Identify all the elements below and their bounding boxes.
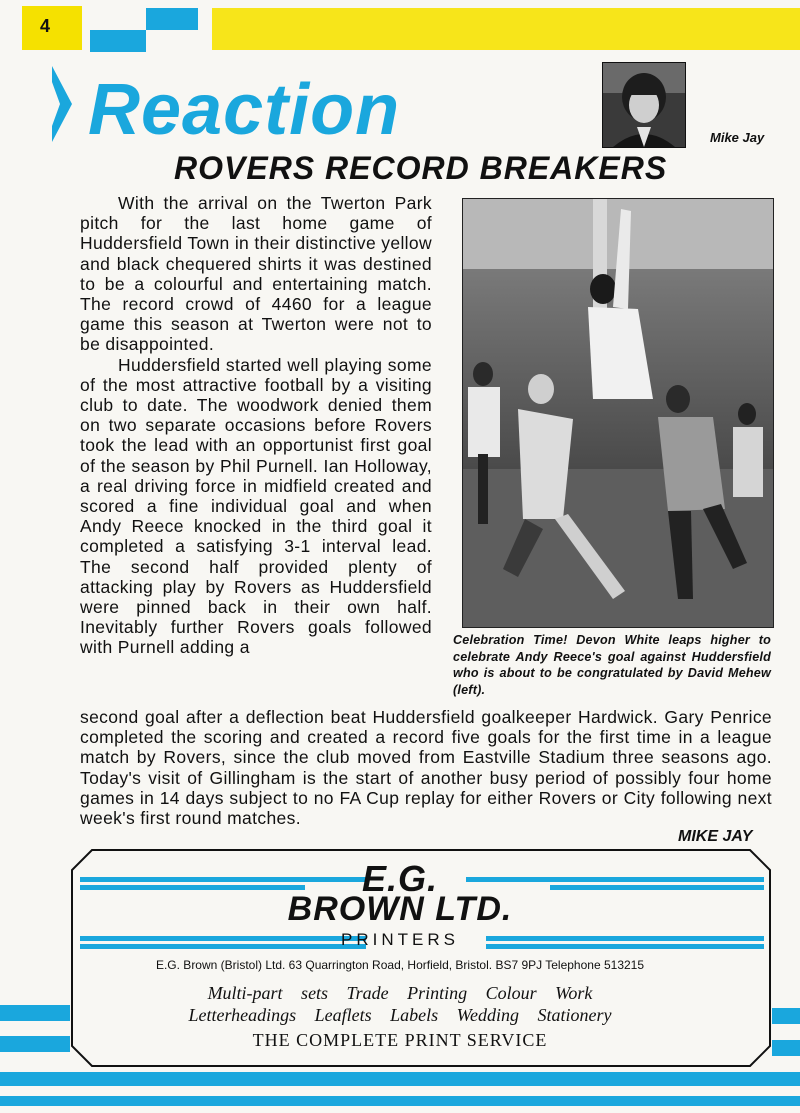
header-blue-block [146,8,198,30]
page-title: Reaction [88,70,401,150]
advert-company-name: BROWN LTD. [287,890,513,928]
advert-printers-label: PRINTERS [341,930,459,949]
article-continuation [80,707,772,828]
chevron-icon [50,66,72,142]
footer-stripe [0,1096,800,1106]
article-signature: MIKE JAY [678,828,753,845]
article-paragraph: With the arrival on the Twerton Park pitch for the last home game of Huddersfield Town in their distinctive yellow and black chequered shirts it was destined to be a colourful and entertaining match. The record crowd of 4460 for a league game this season at Twerton were not to be disappointed. [80,193,432,355]
article-paragraph: second goal after a deflection beat Huddersfield goalkeeper Hardwick. Gary Penrice completed the scoring and created a record five goals for the first time in a league match by Rovers, since the club moved from Eastville Stadium three seasons ago. Today's visit of Gillingham is the start of another busy period of possibly four home games in 14 days subject to no FA Cup replay for either Rovers or City following next week's first round matches. [80,707,772,829]
advert-address: E.G. Brown (Bristol) Ltd. 63 Quarrington Road, Horfield, Bristol. BS7 9PJ Telephone 513215 [155,958,645,972]
advert-services: Multi-part sets Trade Printing Colour Work [207,983,593,1003]
match-photo [462,198,774,628]
footer-stripe [0,1036,70,1052]
photo-caption: Celebration Time! Devon White leaps higher to celebrate Andy Reece's goal against Huddersfield who is about to be congratulated by David Mehew (left). [453,633,771,697]
article-column [80,193,432,658]
author-caption: Mike Jay [710,130,765,145]
advert-services: Letterheadings Leaflets Labels Wedding Stationery [188,1005,612,1025]
header-blue-block [90,30,146,52]
footer-stripe [772,1040,800,1056]
header-yellow-bar [212,8,800,50]
page-number: 4 [40,16,51,36]
footer-stripe [772,1008,800,1024]
footer-stripe [0,1005,70,1021]
footer-stripe [0,1072,800,1086]
advert-tagline: THE COMPLETE PRINT SERVICE [252,1030,548,1050]
advert-company-initials: E.G. [361,858,439,899]
article-paragraph: Huddersfield started well playing some of the most attractive football by a visiting club to date. The woodwork denied them on two separate occasions before Rovers took the lead with an opportunist first goal of the season by Phil Purnell. Ian Holloway, a real driving force in midfield created and scored a fine individual goal and when Andy Reece knocked in the third goal it completed a satisfying 3-1 interval lead. The second half provided plenty of attacking play by Rovers as Huddersfield were pinned back in their own half. Inevitably further Rovers goals followed with Purnell adding a [80,354,432,658]
page-number-box [22,6,82,50]
article-subheading: ROVERS RECORD BREAKERS [174,150,668,186]
author-photo [602,62,686,148]
